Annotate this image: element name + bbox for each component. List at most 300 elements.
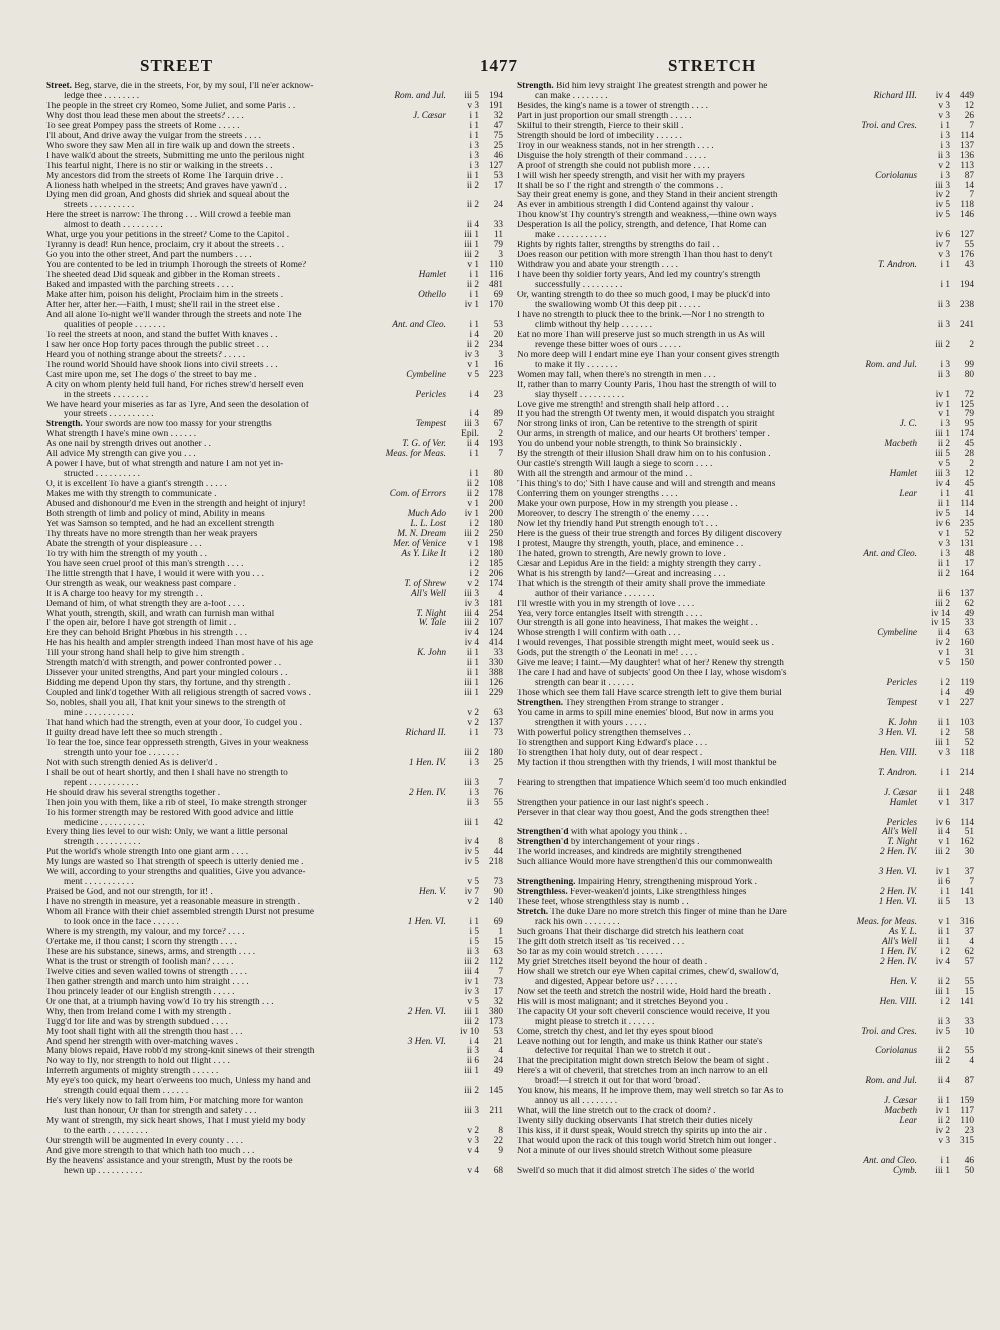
act-scene: iv 4	[464, 638, 479, 649]
quotation-text: Women may fall, when there's no strength in men . . .	[517, 370, 716, 380]
act-scene: ii 1	[466, 170, 479, 181]
quotation-text: Coupled and link'd together With all religious strength of sacred vows .	[46, 689, 312, 699]
quotation-text: make . . . . . . . . . . .	[535, 231, 607, 241]
play-reference: Pericles	[415, 389, 446, 400]
act-scene: v 3	[467, 100, 479, 111]
play-reference: Cymb.	[892, 1165, 917, 1176]
quotation-text: Strength match'd with strength, and power confronted power . .	[46, 659, 282, 669]
concordance-line	[46, 401, 503, 411]
concordance-line	[46, 1077, 503, 1087]
quotation-text: Withdraw you and abate your strength . . . .	[517, 261, 678, 271]
act-scene: ii 1	[937, 1096, 950, 1107]
line-number: 114	[960, 499, 974, 510]
concordance-line	[46, 211, 503, 221]
line-number: 7	[498, 449, 503, 460]
line-number: 137	[489, 718, 503, 728]
act-scene: i 2	[469, 558, 479, 569]
quotation-text: Come, stretch thy chest, and let thy eyes spout blood	[517, 1027, 713, 1037]
quotation-text: strength can bear it . . . . . .	[535, 679, 634, 689]
quotation-text: Moreover, to descry The strength o' the enemy . . . .	[517, 509, 709, 519]
act-scene: i 3	[469, 757, 479, 768]
concordance-line	[46, 420, 503, 430]
concordance-line	[46, 162, 503, 172]
quotation-text: Thou know'st Thy country's strength and weakness,—thine own ways	[517, 211, 777, 221]
line-number: 26	[964, 110, 974, 121]
act-scene: iii 1	[464, 1006, 479, 1017]
concordance-line	[517, 1167, 974, 1177]
quotation-text: He has his health and ampler strength indeed Than most have of his age	[46, 639, 314, 649]
line-number: 117	[960, 1106, 974, 1117]
line-number: 170	[489, 299, 503, 310]
concordance-line	[517, 610, 974, 620]
quotation-text: I have no strength to pluck thee to the brink.—Nor I no strength to	[517, 310, 765, 320]
act-scene: iii 2	[464, 1086, 479, 1097]
line-number: 53	[493, 1026, 503, 1037]
act-scene: i 4	[940, 688, 950, 699]
quotation-text: If you had the strength Of twenty men, it would dispatch you straight	[517, 410, 775, 420]
concordance-line	[517, 102, 974, 112]
quotation-text: That which is the strength of their amity shall prove the immediate	[517, 579, 766, 589]
act-scene: i 2	[469, 518, 479, 529]
concordance-line	[517, 271, 974, 281]
quotation-text: What strength I have's mine own . . . . . .	[46, 430, 197, 440]
quotation-text: With powerful policy strengthen themselves . .	[517, 728, 691, 738]
play-reference: T. G. of Ver.	[402, 439, 446, 450]
line-number: 55	[964, 1046, 974, 1057]
concordance-line	[517, 1008, 974, 1018]
quotation-text: and digested, Appear before us? . . . . .	[535, 977, 678, 987]
act-scene: ii 3	[466, 946, 479, 957]
line-number: 131	[960, 538, 974, 549]
quotation-text: To strengthen That holy duty, out of dear respect .	[517, 748, 703, 758]
quotation-text: The round world Should have shook lions into civil streets . . .	[46, 360, 278, 370]
quotation-text: He's very likely now to fall from him, For matching more for wanton	[46, 1097, 304, 1107]
line-number: 127	[489, 160, 503, 171]
line-number: 46	[493, 150, 503, 161]
concordance-line	[517, 361, 974, 371]
quotation-text: I would revenges, That possible strength might meet, would seek us .	[517, 639, 774, 649]
line-number: 20	[493, 329, 503, 340]
line-number: 49	[964, 688, 974, 699]
act-scene: iv 5	[464, 857, 479, 868]
quotation-text: defective for requital Than we to stretch it out .	[535, 1047, 711, 1057]
line-number: 22	[493, 1136, 503, 1147]
quotation-text: And give more strength to that which hath too much . . .	[46, 1146, 255, 1156]
quotation-text: A power I have, but of what strength and nature I am not yet in-	[46, 460, 284, 470]
concordance-line	[517, 341, 974, 351]
concordance-line	[46, 590, 503, 600]
quotation-text: The people in the street cry Romeo, Some Juliet, and some Paris . .	[46, 101, 296, 111]
quotation-text: I have no strength in measure, yet a reasonable measure in strength .	[46, 898, 301, 908]
quotation-text: To strengthen and support King Edward's place . . .	[517, 738, 708, 748]
line-number: 7	[969, 877, 974, 888]
quotation-text: Baked and impasted with the parching streets . . . .	[46, 281, 234, 291]
concordance-line	[517, 261, 974, 271]
act-scene: v 1	[467, 499, 479, 510]
concordance-line	[517, 590, 974, 600]
quotation-text: Why, then from Ireland come I with my strength .	[46, 1007, 232, 1017]
concordance-line	[46, 1157, 503, 1167]
line-number: 110	[489, 260, 503, 271]
line-number: 99	[964, 359, 974, 370]
line-number: 234	[489, 339, 503, 350]
header-right-word: STRETCH	[668, 56, 757, 75]
quotation-text: I will wish her speedy strength, and visit her with my prayers	[517, 171, 745, 181]
act-scene: v 5	[467, 369, 479, 380]
line-number: 45	[964, 479, 974, 490]
act-scene: iii 1	[464, 817, 479, 828]
quotation-text: slay thyself . . . . . . . . . .	[535, 390, 625, 400]
play-reference: Macbeth	[884, 439, 917, 450]
quotation-text: Strength. Your swords are now too massy for your strengths	[46, 420, 272, 430]
act-scene: v 4	[467, 1145, 479, 1156]
running-header	[0, 56, 1000, 80]
concordance-line	[46, 1018, 503, 1028]
concordance-line	[517, 868, 974, 878]
line-number: 315	[960, 1136, 974, 1147]
act-scene: i 2	[469, 548, 479, 559]
act-scene: ii 2	[937, 439, 950, 450]
act-scene: ii 2	[466, 180, 479, 191]
concordance-line	[46, 619, 503, 629]
act-scene: ii 2	[937, 1046, 950, 1057]
quotation-text: Desperation Is all the policy, strength, and defence, That Rome can	[517, 221, 767, 231]
line-number: 227	[960, 698, 974, 709]
quotation-text: Or one that, at a triumph having vow'd To try his strength . . .	[46, 997, 274, 1007]
line-number: 180	[489, 747, 503, 758]
quotation-text: Does reason our petition with more strength Than thou hast to deny't	[517, 251, 773, 261]
act-scene: iv 2	[935, 638, 950, 649]
act-scene: ii 2	[937, 1116, 950, 1127]
left-column	[46, 82, 503, 1322]
line-number: 214	[960, 767, 974, 778]
line-number: 44	[493, 847, 503, 858]
act-scene: i 1	[469, 290, 479, 301]
line-number: 181	[489, 598, 503, 609]
concordance-line	[46, 132, 503, 142]
play-reference: Mer. of Venice	[393, 538, 446, 549]
act-scene: v 4	[467, 1165, 479, 1176]
concordance-line	[517, 490, 974, 500]
play-reference: Coriolanus	[875, 170, 917, 181]
line-number: 7	[498, 966, 503, 977]
quotation-text: Tyranny is dead! Run hence, proclaim, cry it about the streets . .	[46, 241, 284, 251]
line-number: 330	[489, 658, 503, 669]
line-number: 7	[969, 120, 974, 131]
line-number: 180	[489, 518, 503, 529]
quotation-text: rack his own . . . . . . . .	[535, 918, 620, 928]
line-number: 145	[489, 1086, 503, 1097]
quotation-text: What, will the line stretch out to the crack of doom? .	[517, 1107, 716, 1117]
line-number: 1	[498, 927, 503, 938]
line-number: 8	[498, 1126, 503, 1137]
quotation-text: Strengthen'd with what apology you think . .	[517, 828, 688, 838]
line-number: 223	[489, 369, 503, 380]
concordance-line	[517, 211, 974, 221]
quotation-text: Persever in that clear way thou goest, And the gods strengthen thee!	[517, 808, 770, 818]
quotation-text: ledge thee . . . . . . . .	[64, 91, 140, 101]
act-scene: v 1	[938, 409, 950, 420]
act-scene: iv 3	[464, 598, 479, 609]
line-number: 180	[489, 548, 503, 559]
concordance-line	[517, 570, 974, 580]
act-scene: i 2	[469, 568, 479, 579]
line-number: 162	[960, 837, 974, 848]
play-reference: T. Night	[887, 837, 917, 848]
act-scene: i 1	[469, 130, 479, 141]
act-scene: i 1	[940, 489, 950, 500]
line-number: 12	[964, 469, 974, 480]
act-scene: ii 2	[466, 339, 479, 350]
line-number: 52	[964, 737, 974, 748]
concordance-line	[517, 420, 974, 430]
concordance-line	[46, 182, 503, 192]
quotation-text: hewn up . . . . . . . . . .	[64, 1166, 143, 1176]
line-number: 79	[964, 409, 974, 420]
line-number: 126	[489, 678, 503, 689]
act-scene: i 5	[469, 927, 479, 938]
line-number: 110	[960, 1116, 974, 1127]
play-reference: Lear	[899, 1116, 917, 1127]
concordance-line	[46, 838, 503, 848]
quotation-text: medicine . . . . . . . . . .	[64, 818, 145, 828]
line-number: 4	[969, 1056, 974, 1067]
play-reference: T. Andron.	[878, 260, 917, 271]
act-scene: iv 1	[935, 389, 950, 400]
quotation-text: to look once in the face . . . . . .	[64, 918, 179, 928]
quotation-text: Leave nothing out for length, and make us think Rather our state's	[517, 1037, 763, 1047]
line-number: 23	[493, 389, 503, 400]
concordance-line	[517, 679, 974, 689]
play-reference: J. Cæsar	[412, 110, 446, 121]
quotation-text: By the strength of their illusion Shall draw him on to his confusion .	[517, 450, 771, 460]
act-scene: iii 3	[464, 588, 479, 599]
quotation-text: Love give me strength! and strength shall help afford . . .	[517, 400, 729, 410]
act-scene: iv 6	[935, 230, 950, 241]
line-number: 146	[960, 210, 974, 221]
concordance-line	[46, 321, 503, 331]
play-reference: 3 Hen. VI.	[878, 727, 917, 738]
act-scene: iv 5	[935, 210, 950, 221]
quotation-text: repent . . . . . . . . . . .	[64, 778, 139, 788]
headword: Strength.	[517, 82, 554, 91]
line-number: 95	[964, 419, 974, 430]
act-scene: ii 1	[937, 936, 950, 947]
concordance-line	[517, 629, 974, 639]
line-number: 68	[493, 1165, 503, 1176]
concordance-line	[517, 550, 974, 560]
quotation-text: The capacity Of your soft cheveril conscience would receive, If you	[517, 1007, 770, 1017]
concordance-line	[517, 799, 974, 809]
act-scene: iv 6	[935, 518, 950, 529]
quotation-text: A city on whom plenty held full hand, For riches strew'd herself even	[46, 380, 304, 390]
quotation-text: To try with him the strength of my youth . .	[46, 549, 207, 559]
play-reference: K. John	[888, 718, 917, 728]
quotation-text: He should draw his several strengths together .	[46, 788, 221, 798]
quotation-text: Bidding me depend Upon thy stars, thy fortune, and thy strength .	[46, 679, 291, 689]
act-scene: i 3	[940, 548, 950, 559]
concordance-line	[46, 271, 503, 281]
concordance-line	[46, 689, 503, 699]
concordance-line	[517, 1028, 974, 1038]
quotation-text: What, urge you your petitions in the street? Come to the Capitol .	[46, 231, 290, 241]
line-number: 33	[493, 648, 503, 659]
concordance-line	[46, 1117, 503, 1127]
act-scene: iii 1	[464, 230, 479, 241]
quotation-text: To reel the streets at noon, and stand the buffet With knaves . .	[46, 330, 278, 340]
line-number: 87	[964, 1076, 974, 1087]
quotation-text: Strength should be lord of imbecility . . . . . .	[517, 131, 683, 141]
quotation-text: My lungs are wasted so That strength of speech is utterly denied me .	[46, 858, 304, 868]
act-scene: i 3	[940, 130, 950, 141]
concordance-line	[517, 122, 974, 132]
quotation-text: So far as my coin would stretch . . . . . .	[517, 947, 663, 957]
line-number: 90	[493, 887, 503, 898]
play-reference: J. C.	[899, 419, 917, 430]
quotation-text: By the heavens' assistance and your strength, Must by the roots be	[46, 1156, 293, 1166]
quotation-text: Where is my strength, my valour, and my force? . . . .	[46, 928, 245, 938]
act-scene: iii 2	[464, 618, 479, 629]
quotation-text: My want of strength, my sick heart shows, That I must yield my body	[46, 1117, 306, 1127]
act-scene: i 2	[940, 678, 950, 689]
quotation-text: My grief Stretches itself beyond the hour of death .	[517, 957, 708, 967]
act-scene: ii 1	[466, 648, 479, 659]
line-number: 218	[489, 857, 503, 868]
headword: Strengthen'd	[517, 838, 569, 848]
concordance-line	[46, 918, 503, 928]
line-number: 28	[964, 449, 974, 460]
quotation-text: Both strength of limb and policy of mind, Ability in means	[46, 509, 265, 519]
concordance-line	[46, 341, 503, 351]
concordance-columns	[46, 82, 974, 1322]
line-number: 89	[493, 409, 503, 420]
line-number: 14	[964, 508, 974, 519]
quotation-text: Heard you of nothing strange about the streets? . . . . .	[46, 350, 246, 360]
line-number: 7	[969, 190, 974, 201]
act-scene: iii 2	[935, 339, 950, 350]
act-scene: i 2	[940, 946, 950, 957]
act-scene: iii 5	[935, 449, 950, 460]
quotation-text: Cæsar and Lepidus Are in the field: a mighty strength they carry .	[517, 559, 761, 569]
concordance-line	[517, 241, 974, 251]
act-scene: iv 4	[464, 628, 479, 639]
line-number: 114	[960, 130, 974, 141]
line-number: 62	[964, 598, 974, 609]
quotation-text: Eat no more Than will preserve just so much strength in us As will	[517, 330, 765, 340]
concordance-line	[517, 371, 974, 381]
act-scene: v 2	[467, 718, 479, 728]
quotation-text: Demand of him, of what strength they are a-foot . . . .	[46, 599, 245, 609]
quotation-text: mine . . . . . . . . . . .	[64, 709, 134, 719]
quotation-text: Troy in our weakness stands, not in her strength . . . .	[517, 141, 714, 151]
play-reference: 2 Hen. VI.	[407, 1006, 446, 1017]
play-reference: Meas. for Meas.	[856, 917, 917, 928]
quotation-text: To his former strength may be restored With good advice and little	[46, 808, 294, 818]
act-scene: iii 3	[935, 469, 950, 480]
act-scene: v 3	[938, 250, 950, 261]
play-reference: Hen. VIII.	[879, 996, 917, 1007]
quotation-text: revenge these bitter woes of ours . . . . .	[535, 340, 681, 350]
act-scene: v 3	[467, 1136, 479, 1147]
quotation-text: Part in just proportion our small strength . . . . .	[517, 111, 692, 121]
line-number: 67	[493, 419, 503, 430]
act-scene: i 1	[940, 260, 950, 271]
line-number: 4	[498, 1046, 503, 1057]
quotation-text: Till your strong hand shall help to give him strength .	[46, 649, 245, 659]
line-number: 140	[489, 897, 503, 908]
act-scene: iv 2	[935, 1126, 950, 1137]
quotation-text: All advice My strength can give you . . .	[46, 450, 196, 460]
line-number: 136	[960, 150, 974, 161]
page-number: 1477	[480, 56, 518, 75]
play-reference: T. Andron.	[878, 767, 917, 778]
play-reference: Hamlet	[889, 797, 917, 808]
line-number: 316	[960, 917, 974, 928]
concordance-line	[517, 381, 974, 391]
line-number: 73	[493, 727, 503, 738]
act-scene: iii 2	[464, 528, 479, 539]
quotation-text: Tugg'd for life and was by strength subdued . . . .	[46, 1017, 228, 1027]
concordance-line	[46, 92, 503, 102]
quotation-text: Thy threats have no more strength than her weak prayers	[46, 529, 258, 539]
line-number: 47	[493, 120, 503, 131]
quotation-text: Then join you with them, like a rib of steel, To make strength stronger	[46, 798, 307, 808]
concordance-line	[517, 848, 974, 858]
concordance-line	[517, 132, 974, 142]
act-scene: i 1	[469, 449, 479, 460]
play-reference: 2 Hen. IV.	[879, 887, 917, 898]
act-scene: iii 2	[464, 747, 479, 758]
concordance-line	[517, 560, 974, 570]
line-number: 49	[964, 608, 974, 619]
play-reference: Much Ado	[407, 508, 446, 519]
quotation-text: That would upon the rack of this tough world Stretch him out longer .	[517, 1137, 777, 1147]
act-scene: ii 3	[937, 369, 950, 380]
act-scene: v 1	[938, 837, 950, 848]
concordance-line	[46, 1167, 503, 1177]
line-number: 9	[498, 1145, 503, 1156]
concordance-line	[517, 1077, 974, 1087]
play-reference: Hamlet	[889, 469, 917, 480]
act-scene: ii 4	[937, 827, 950, 838]
line-number: 15	[493, 936, 503, 947]
play-reference: Troi. and Cres.	[861, 120, 917, 131]
concordance-line	[517, 321, 974, 331]
act-scene: v 3	[938, 538, 950, 549]
quotation-text: your streets . . . . . . . . . .	[64, 410, 154, 420]
act-scene: i 1	[469, 469, 479, 480]
play-reference: Lear	[899, 489, 917, 500]
quotation-text: Say their great enemy is gone, and they Stand in their ancient strength	[517, 191, 778, 201]
play-reference: Com. of Errors	[389, 489, 446, 500]
act-scene: v 1	[467, 359, 479, 370]
quotation-text: Our strength as weak, our weakness past compare .	[46, 579, 237, 589]
line-number: 388	[489, 668, 503, 679]
concordance-line	[46, 221, 503, 231]
quotation-text: in the streets . . . . . . . .	[64, 390, 149, 400]
quotation-text: After her, after her.—Faith, I must; she'll rail in the street else .	[46, 300, 280, 310]
line-number: 2	[498, 429, 503, 440]
concordance-line	[46, 112, 503, 122]
concordance-line	[46, 371, 503, 381]
line-number: 159	[960, 1096, 974, 1107]
quotation-text: almost to death . . . . . . . . .	[64, 221, 163, 231]
concordance-line	[46, 799, 503, 809]
concordance-line	[517, 331, 974, 341]
act-scene: iii 1	[935, 1165, 950, 1176]
quotation-text: Every thing lies level to our wish: Only, we want a little personal	[46, 828, 288, 838]
act-scene: i 3	[469, 160, 479, 171]
